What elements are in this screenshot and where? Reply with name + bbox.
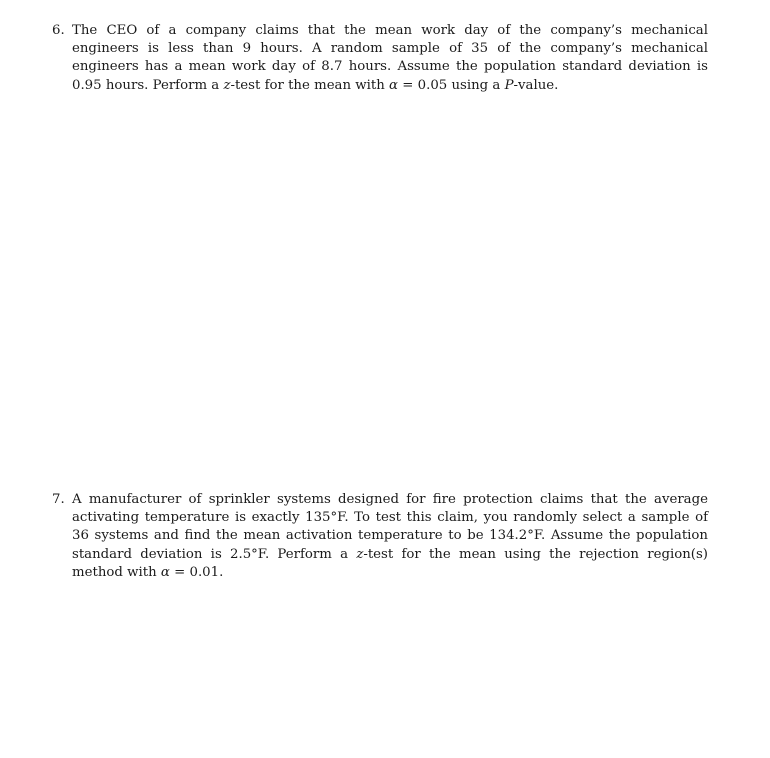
problem-6-text <box>72 22 708 95</box>
problem-6-text-part-a: The CEO of a company claims that the mean work day of the company’s mechanical engineers is less than 9 hours. A random sample of 35 of the company’s mechanical engineers has a mean work day of 8.7 hours. Assume the population standard deviation is 0.95 hours. Perform a <box>72 23 708 93</box>
problem-7-text-part-c: = 0.01. <box>169 564 224 580</box>
problem-6-text-part-b: -test for the mean with <box>230 77 390 93</box>
problem-6-number: 6. <box>52 23 65 38</box>
problem-6-p-symbol: P <box>504 77 514 93</box>
problem-7-number: 7. <box>52 492 65 507</box>
problem-7-alpha-symbol: α <box>160 564 170 580</box>
problem-6-alpha-symbol: α <box>389 77 399 93</box>
problem-7-text <box>72 491 708 582</box>
problem-7-text-part-b: -test for the mean using the rejection region(s) method with <box>72 546 708 580</box>
problem-6 <box>52 22 708 95</box>
problem-6-text-part-c: = 0.05 using a <box>398 77 505 93</box>
problem-6-text-part-d: -value. <box>513 77 559 93</box>
problem-7-z-symbol: z <box>356 546 364 562</box>
problem-6-z-symbol: z <box>223 77 231 93</box>
problem-7-text-part-a: A manufacturer of sprinkler systems designed for fire protection claims that the average activating temperature is exactly 135°F. To test this claim, you randomly select a sample of 36 systems and find the mean activation temperature to be 134.2°F. Assume the population standard deviation is 2.5°F. Perform a <box>72 492 708 562</box>
problem-7 <box>52 491 708 582</box>
